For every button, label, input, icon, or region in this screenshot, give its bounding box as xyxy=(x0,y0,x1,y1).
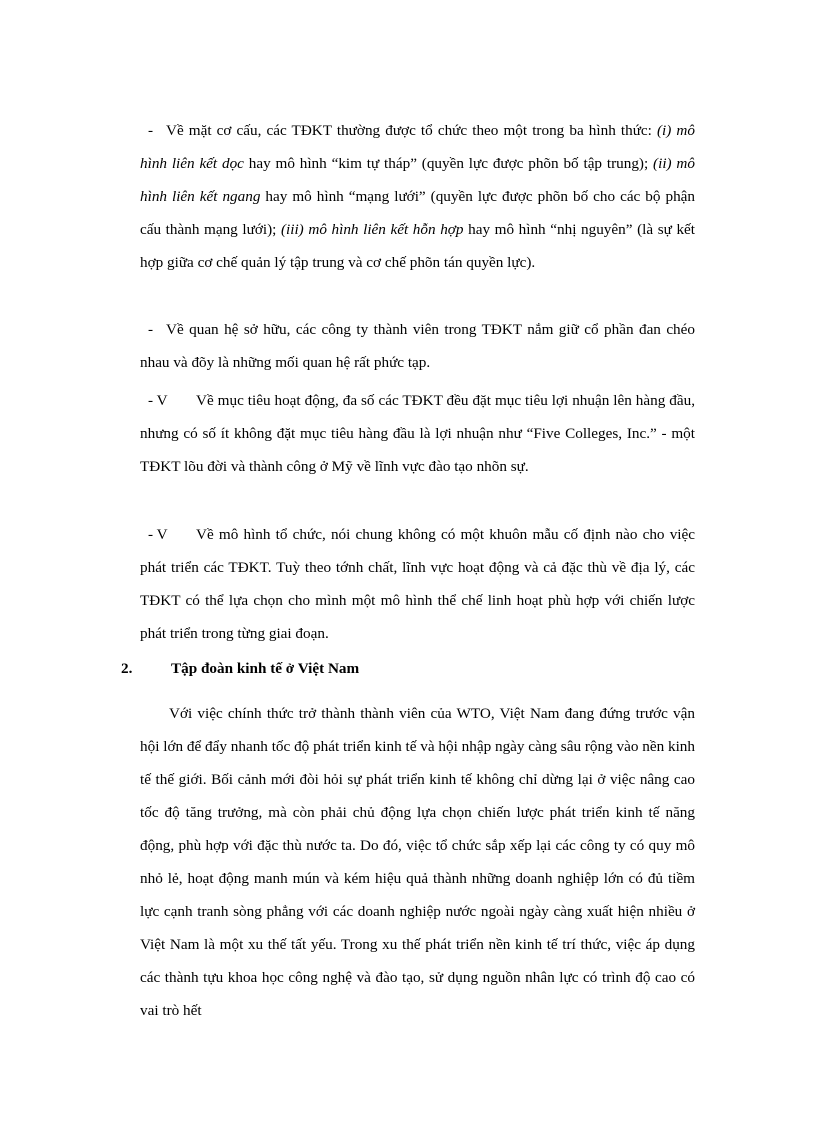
bullet-marker: - xyxy=(148,122,154,139)
text-segment: Về mục tiêu hoạt động, đa số các TĐKT đều đặt mục tiêu lợi nhuận lên hàng đầu, nhưng có số ít không đặt mục tiêu hàng đầu là lợi nhuận như “Five Colleges, Inc.” - một TĐKT lõu đời và thành công ở Mỹ về lĩnh vực đào tạo nhõn sự. xyxy=(140,392,695,475)
body-paragraph: Với việc chính thức trở thành thành viên của WTO, Việt Nam đang đứng trước vận hội lớn để đẩy nhanh tốc độ phát triển kinh tế và hội nhập ngày càng sâu rộng vào nền kinh tế thế giới. Bối cảnh mới đòi hỏi sự phát triển kinh tế không chỉ dừng lại ở việc nâng cao tốc độ tăng trưởng, mà còn phải chủ động lựa chọn chiến lược phát triển kinh tế năng động, phù hợp với đặc thù nước ta. Do đó, việc tổ chức sắp xếp lại các công ty có quy mô nhỏ lẻ, hoạt động manh mún và kém hiệu quả thành những doanh nghiệp lớn có đủ tiềm lực cạnh tranh sòng phẳng với các doanh nghiệp nước ngoài ngày càng xuất hiện nhiều ở Việt Nam là một xu thế tất yếu. Trong xu thế phát triển nền kinh tế trí thức, việc áp dụng các thành tựu khoa học công nghệ và đào tạo, sử dụng nguồn nhân lực có trình độ cao có vai trò hết xyxy=(140,705,695,1019)
italic-term-horizontal: (ii) mô hình liên kết ngang xyxy=(140,155,695,205)
bullet-paragraph-ownership xyxy=(140,313,695,379)
text-segment: hay mô hình “kim tự tháp” (quyền lực được phõn bố tập trung); xyxy=(243,155,654,172)
italic-term-hybrid: (iii) mô hình liên kết hỗn hợp xyxy=(280,221,464,238)
text-segment: hay mô hình “mạng lưới” (quyền lực được phõn bố cho các bộ phận cấu thành mạng lưới); xyxy=(140,188,695,238)
section-heading xyxy=(121,660,359,678)
italic-term-vertical: (i) mô hình liên kết dọc xyxy=(140,122,695,172)
text-segment: Về mặt cơ cấu, các TĐKT thường được tổ chức theo một trong ba hình thức: xyxy=(166,122,657,139)
bullet-marker: - V xyxy=(148,526,168,543)
text-segment: Về mô hình tổ chức, nói chung không có một khuôn mẫu cố định nào cho việc phát triển các TĐKT. Tuỳ theo tớnh chất, lĩnh vực hoạt động và cả đặc thù về địa lý, các TĐKT có thể lựa chọn cho mình một mô hình thể chế linh hoạt phù hợp với chiến lược phát triển trong từng giai đoạn. xyxy=(140,526,695,642)
bullet-paragraph-organization xyxy=(140,518,695,650)
text-segment: hay mô hình “nhị nguyên” (là sự kết hợp giữa cơ chế quản lý tập trung và cơ chế phõn tán quyền lực). xyxy=(140,221,695,271)
bullet-paragraph-objectives xyxy=(140,384,695,483)
section-number: 2. xyxy=(121,660,133,677)
section-title: Tập đoàn kinh tế ở Việt Nam xyxy=(171,660,360,677)
bullet-marker: - xyxy=(148,321,154,338)
text-segment: Về quan hệ sở hữu, các công ty thành viên trong TĐKT nắm giữ cổ phần đan chéo nhau và đõy là những mối quan hệ rất phức tạp. xyxy=(140,321,695,371)
bullet-marker: - V xyxy=(148,392,168,409)
bullet-paragraph-structure xyxy=(140,114,695,279)
